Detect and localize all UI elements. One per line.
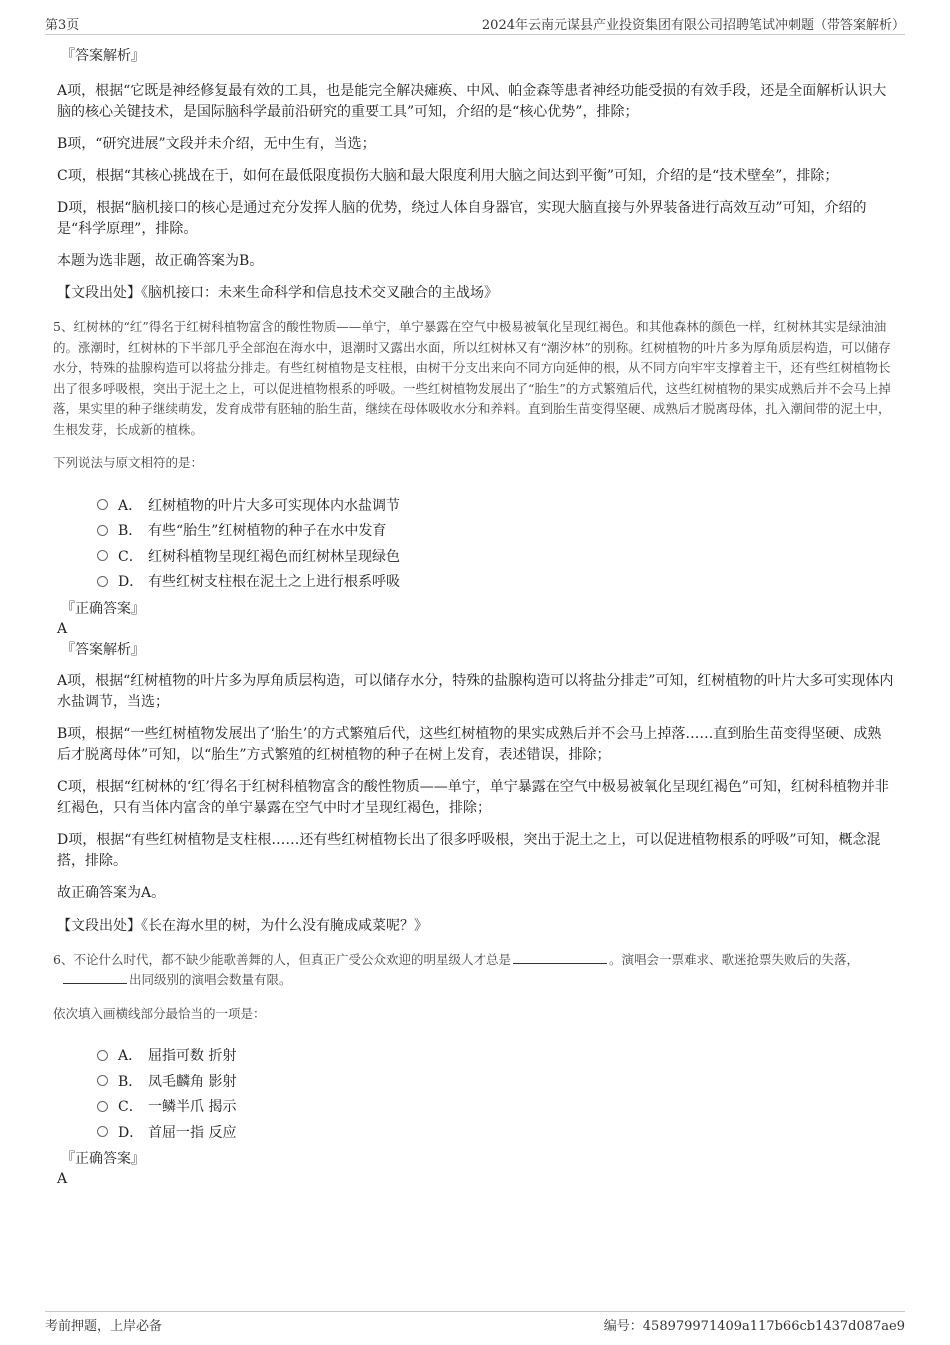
q6-option-b[interactable]: B． 凤毛麟角 影射: [97, 1070, 895, 1096]
q5-option-b[interactable]: B． 有些“胎生”红树植物的种子在水中发育: [97, 519, 895, 545]
document-code: 编号：458979971409a117b66cb1437d087ae9: [603, 1319, 905, 1334]
q6-option-d[interactable]: D． 首屈一指 反应: [97, 1121, 895, 1147]
q5-option-c[interactable]: C． 红树科植物呈现红褐色而红树林呈现绿色: [97, 545, 895, 571]
page-number: 第3页: [45, 18, 80, 33]
radio-icon[interactable]: [97, 1101, 108, 1112]
footer-note: 考前押题，上岸必备: [45, 1319, 163, 1334]
radio-icon[interactable]: [97, 550, 108, 561]
q5-prompt: 下列说法与原文相符的是：: [53, 455, 204, 470]
q6-prompt: 依次填入画横线部分最恰当的一项是：: [53, 1005, 266, 1021]
q5-source: 【文段出处】《长在海水里的树，为什么没有腌成咸菜呢？》: [57, 917, 428, 934]
q4-analysis-c: C项，根据“其核心挑战在于，如何在最低限度损伤大脑和最大限度利用大脑之间达到平衡”可知，介绍的是“技术壁垒”，排除；: [57, 168, 839, 184]
q5-analysis-b: B项，根据“一些红树植物发展出了‘胎生’的方式繁殖后代，这些红树植物的果实成熟后并不会马上掉落……直到胎生苗变得坚硬、成熟后才脱离母体”可知，以“胎生”方式繁殖的红树植物的种子在树上发育，表述错误，排除；: [57, 725, 882, 763]
radio-icon[interactable]: [97, 1126, 108, 1137]
q6-answer-heading: 『正确答案』: [61, 1151, 145, 1167]
q5-analysis-c: C项，根据“红树林的‘红’得名于红树科植物富含的酸性物质——单宁，单宁暴露在空气中极易被氧化呈现红褐色”可知，红树科植物并非红褐色，只有当体内富含的单宁暴露在空气中时才呈现红褐色，排除；: [57, 778, 889, 816]
q6-options: [57, 1044, 895, 1146]
q5-analysis-heading: 『答案解析』: [61, 641, 145, 658]
radio-icon[interactable]: [97, 576, 108, 587]
q5-option-a[interactable]: A． 红树植物的叶片大多可实现体内水盐调节: [97, 494, 895, 520]
q4-analysis-d: D项，根据“脑机接口的核心是通过充分发挥人脑的优势，绕过人体自身器官，实现大脑直接与外界装备进行高效互动”可知，介绍的是“科学原理”，排除。: [57, 200, 867, 237]
blank-2[interactable]: [63, 970, 127, 984]
q6-option-c[interactable]: C． 一鳞半爪 揭示: [97, 1095, 895, 1121]
q4-source: 【文段出处】《脑机接口：未来生命科学和信息技术交叉融合的主战场》: [57, 285, 498, 301]
radio-icon[interactable]: [97, 499, 108, 510]
q6-option-a[interactable]: A． 屈指可数 折射: [97, 1044, 895, 1070]
radio-icon[interactable]: [97, 525, 108, 536]
q5-analysis-a: A项，根据“红树植物的叶片多为厚角质层构造，可以储存水分，特殊的盐腺构造可以将盐分排走”可知，红树植物的叶片大多可实现体内水盐调节，当选；: [57, 672, 894, 710]
q4-conclusion: 本题为选非题，故正确答案为B。: [57, 253, 264, 269]
radio-icon[interactable]: [97, 1050, 108, 1061]
q5-answer: A: [57, 620, 68, 637]
q5-options: [57, 494, 895, 596]
page-header: [45, 12, 905, 35]
q5-option-d[interactable]: D． 有些红树支柱根在泥土之上进行根系呼吸: [97, 570, 895, 596]
document-title: 2024年云南元谋县产业投资集团有限公司招聘笔试冲刺题（带答案解析）: [481, 18, 905, 33]
q4-analysis-b: B项，“研究进展”文段并未介绍，无中生有，当选；: [57, 136, 376, 152]
radio-icon[interactable]: [97, 1075, 108, 1086]
page-content: [53, 44, 895, 1190]
q6-stem: 6、不论什么时代，都不缺少能歌善舞的人，但真正广受公众欢迎的明星级人才总是 。演唱会一票难求、歌迷抢票失败后的失落，出同级别的演唱会数量有限。: [53, 951, 859, 987]
q5-passage: 5、红树林的“红”得名于红树科植物富含的酸性物质——单宁，单宁暴露在空气中极易被氧化呈现红褐色。和其他森林的颜色一样，红树林其实是绿油油的。涨潮时，红树林的下半部几乎全部泡在海水中，退潮时又露出水面，所以红树林又有“潮汐林”的别称。红树植物的叶片多为厚角质层构造，可以储存水分，特殊的盐腺构造可以将盐分排走。有些红树植物是支柱根，由树干分支出来向不同方向延伸的根，从不同方向牢牢支撑着主干，还有些红树植物长出了很多呼吸根，突出于泥土之上，可以促进植物根系的呼吸。一些红树植物发展出了“胎生”的方式繁殖后代，这些红树植物的果实成熟后并不会马上掉落，果实里的种子继续萌发，发育成带有胚轴的胎生苗，继续在母体吸收水分和养料。直到胎生苗变得坚硬、成熟后才脱离母体，扎入潮间带的泥土中，生根发芽，长成新的植株。: [53, 319, 891, 437]
q5-analysis-d: D项，根据“有些红树植物是支柱根……还有些红树植物长出了很多呼吸根，突出于泥土之上，可以促进植物根系的呼吸”可知，概念混搭，排除。: [57, 831, 881, 869]
blank-1[interactable]: [513, 950, 607, 964]
q4-analysis-a: A项，根据“它既是神经修复最有效的工具，也是能完全解决瘫痪、中风、帕金森等患者神经功能受损的有效手段，还是全面解析认识大脑的核心关键技术，是国际脑科学最前沿研究的重要工具”可知，介绍的是“核心优势”，排除；: [57, 83, 887, 120]
q5-answer-heading: 『正确答案』: [61, 600, 145, 617]
q5-conclusion: 故正确答案为A。: [57, 884, 166, 901]
page-footer: [45, 1311, 905, 1334]
analysis-heading: 『答案解析』: [61, 48, 145, 64]
q6-answer: A: [57, 1171, 68, 1187]
